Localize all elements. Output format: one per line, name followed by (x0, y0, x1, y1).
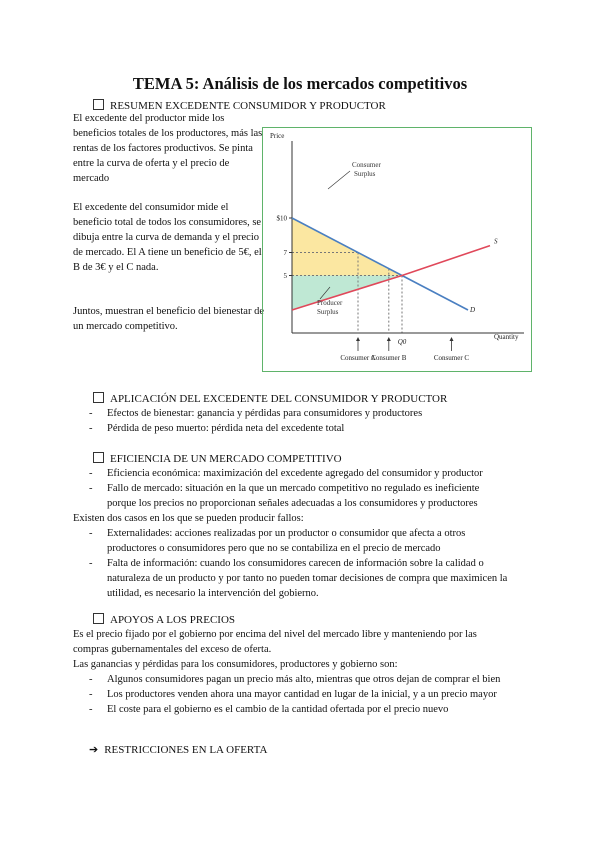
list-item: - Efectos de bienestar: ganancia y pérdidas para consumidores y productores (89, 406, 509, 421)
arrow-right-icon: ➔ (89, 744, 99, 756)
apoyos-list (89, 672, 529, 717)
consumer-surplus-pointer (328, 171, 350, 189)
heading-text: APOYOS A LOS PRECIOS (110, 614, 236, 626)
consumer-surplus-label: Consumer (352, 161, 381, 169)
surplus-chart-svg (262, 127, 532, 372)
producer-surplus-label: Producer (317, 299, 343, 307)
checkbox-icon[interactable] (93, 613, 104, 624)
list-item: - Los productores venden ahora una mayor cantidad en lugar de la inicial, y a un precio mayor (89, 687, 529, 702)
checkbox-icon[interactable] (93, 99, 104, 110)
producer-surplus-paragraph: El excedente del productor mide los beneficios totales de los productores, más las rentas de los factores productivos. Se pinta entre la curva de oferta y el precio de mercado (73, 113, 263, 184)
list-item: - Pérdida de peso muerto: pérdida neta del excedente total (89, 421, 509, 436)
consumer-arrow-head (356, 337, 360, 341)
list-item: - Eficiencia económica: maximización del excedente agregado del consumidor y productor (89, 466, 509, 481)
section-heading-apoyos (93, 613, 235, 627)
fallos-list (89, 526, 509, 601)
quantity-mark-label: Consumer A (340, 354, 376, 362)
list-item: - Falta de información: cuando los consumidores carecen de información sobre la calidad o naturaleza de un producto y por tanto no pueden tomar decisiones de compra que maximicen la utilidad, es necesario la intervención del gobierno. (89, 556, 509, 601)
consumer-surplus-label-2: Surplus (354, 170, 376, 178)
list-item: - Algunos consumidores pagan un precio más alto, mientras que otros dejan de comprar el bien (89, 672, 529, 687)
heading-text: RESUMEN EXCEDENTE CONSUMIDOR Y PRODUCTOR (110, 100, 386, 112)
aplicacion-list (89, 406, 509, 436)
demand-label: D (470, 306, 476, 314)
section-heading-restricciones (89, 743, 267, 757)
surplus-chart (262, 127, 532, 372)
heading-text: APLICACIÓN DEL EXCEDENTE DEL CONSUMIDOR Y PRODUCTOR (110, 393, 448, 405)
checkbox-icon[interactable] (93, 452, 104, 463)
heading-text: EFICIENCIA DE UN MERCADO COMPETITIVO (110, 453, 342, 465)
list-item: - El coste para el gobierno es el cambio de la cantidad ofertada por el precio nuevo (89, 702, 529, 717)
page-title: TEMA 5: Análisis de los mercados competitivos (132, 74, 468, 93)
apoyos-paragraph-1: Es el precio fijado por el gobierno por encima del nivel del mercado libre y manteniendo por las compras gubernamentales del exceso de oferta. (73, 629, 477, 655)
checkbox-icon[interactable] (93, 392, 104, 403)
consumer-arrow-head (387, 337, 391, 341)
fallos-intro: Existen dos casos en los que se pueden producir fallos: (73, 513, 304, 524)
q0-label: Q0 (397, 338, 407, 346)
summary-paragraph: Juntos, muestran el beneficio del bienestar de un mercado competitivo. (73, 306, 264, 332)
quantity-mark-label: Consumer B (371, 354, 407, 362)
apoyos-paragraph-2: Las ganancias y pérdidas para los consumidores, productores y gobierno son: (73, 659, 398, 670)
price-tick-label: $10 (276, 214, 287, 223)
section-heading-aplicacion (93, 392, 447, 406)
price-tick-label: 5 (283, 272, 287, 280)
eficiencia-list (89, 466, 509, 511)
heading-text: RESTRICCIONES EN LA OFERTA (104, 744, 268, 756)
producer-surplus-label-2: Surplus (317, 308, 339, 316)
list-item: - Fallo de mercado: situación en la que un mercado competitivo no regulado es ineficiente porque los precios no proporcionan señales adecuadas a los consumidores y productores (89, 481, 509, 511)
consumer-arrow-head (450, 337, 454, 341)
quantity-mark-label: Consumer C (433, 354, 470, 362)
supply-label: S (494, 237, 498, 246)
section-heading-eficiencia (93, 452, 342, 466)
consumer-surplus-paragraph: El excedente del consumidor mide el beneficio total de todos los consumidores, se dibuja entre la curva de demanda y el precio de mercado. El A tiene un beneficio de 5€, el B de 3€ y el C nada. (73, 202, 262, 273)
y-axis-label: Price (270, 132, 285, 140)
x-axis-label: Quantity (494, 333, 519, 341)
price-tick-label: 7 (283, 249, 287, 257)
list-item: - Externalidades: acciones realizadas por un productor o consumidor que afecta a otros productores o consumidores pero que no se contabiliza en el precio de mercado (89, 526, 509, 556)
